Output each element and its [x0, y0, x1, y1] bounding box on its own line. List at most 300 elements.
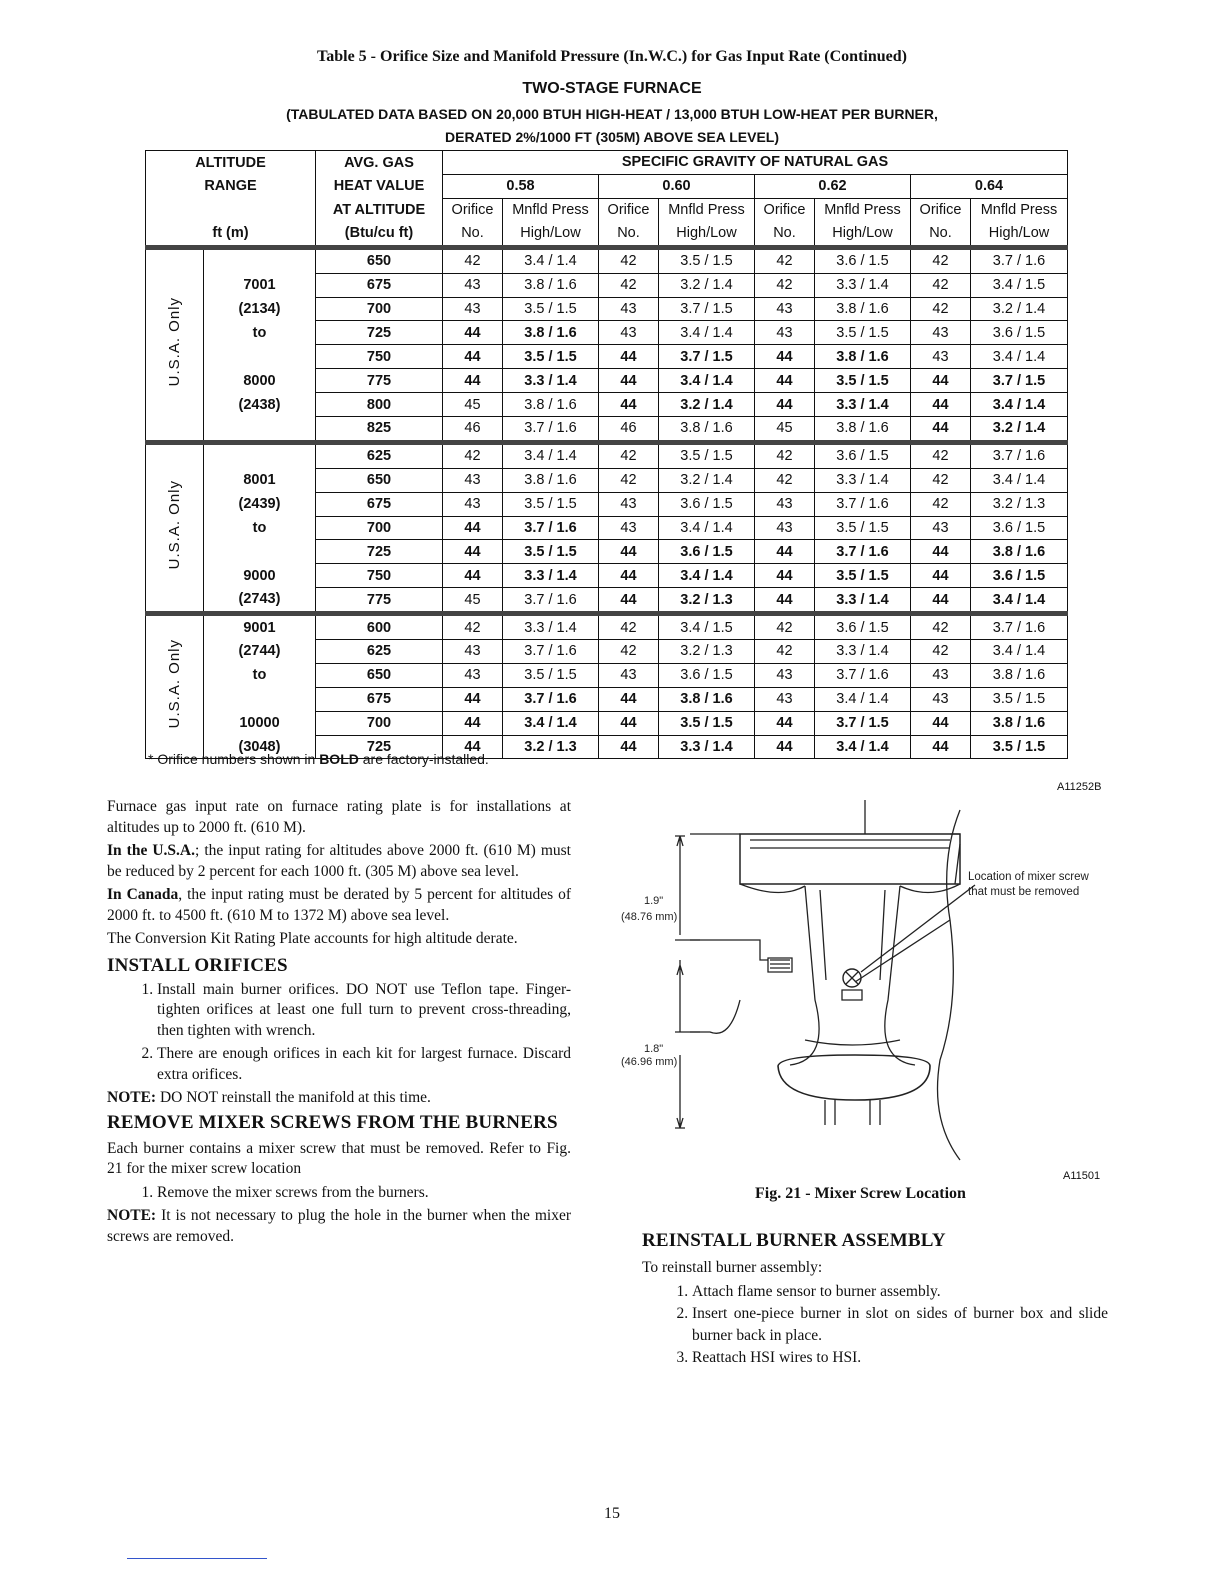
manifold-pressure-cell: 3.2 / 1.3: [659, 588, 755, 614]
table-row: [146, 663, 1068, 687]
altitude-range-cell: (2439): [204, 492, 316, 516]
orifice-cell: 43: [911, 345, 971, 369]
manifold-pressure-cell: 3.3 / 1.4: [815, 393, 911, 417]
manifold-pressure-cell: 3.7 / 1.6: [503, 417, 599, 443]
table-row: [146, 442, 1068, 468]
altitude-range-cell: 8001: [204, 468, 316, 492]
manifold-pressure-cell: 3.3 / 1.4: [503, 564, 599, 588]
manifold-pressure-cell: 3.7 / 1.6: [503, 588, 599, 614]
manifold-pressure-cell: 3.4 / 1.4: [971, 468, 1068, 492]
manifold-pressure-cell: 3.5 / 1.5: [659, 247, 755, 273]
orifice-cell: 42: [443, 442, 503, 468]
orifice-cell: 43: [443, 492, 503, 516]
orifice-header: Orifice: [911, 198, 971, 222]
manifold-pressure-cell: 3.5 / 1.5: [503, 540, 599, 564]
manifold-pressure-cell: 3.7 / 1.6: [503, 516, 599, 540]
altitude-range-cell: (2743): [204, 588, 316, 614]
manifold-pressure-cell: 3.6 / 1.5: [971, 564, 1068, 588]
manifold-pressure-cell: 3.4 / 1.4: [659, 321, 755, 345]
orifice-cell: 42: [911, 614, 971, 640]
figure-code: A11501: [1063, 1170, 1101, 1182]
table-row: [146, 468, 1068, 492]
manifold-pressure-cell: 3.5 / 1.5: [815, 321, 911, 345]
list-item: 2. Insert one-piece burner in slot on sides of burner box and slide burner back in place.: [692, 1303, 1108, 1347]
heat-value-cell: 600: [316, 614, 443, 640]
orifice-cell: 42: [911, 247, 971, 273]
paragraph: In the U.S.A.; the input rating for altitudes above 2000 ft. (610 M) must be reduced by 2 percent for each 1000 ft. (305 M) above sea level.: [107, 842, 571, 880]
manifold-pressure-cell: 3.8 / 1.6: [659, 687, 755, 711]
dimension-label: 1.9": [644, 895, 664, 907]
table-basis-line-2: DERATED 2%/1000 FT (305M) ABOVE SEA LEVEL): [445, 129, 779, 145]
orifice-cell: 44: [443, 345, 503, 369]
manifold-pressure-cell: 3.7 / 1.6: [815, 540, 911, 564]
ft-m-header: ft (m): [146, 222, 316, 248]
orifice-cell: 43: [755, 321, 815, 345]
altitude-range-cell: (2438): [204, 393, 316, 417]
right-column: [642, 1230, 1108, 1369]
manifold-pressure-cell: 3.7 / 1.5: [659, 345, 755, 369]
manifold-pressure-cell: 3.5 / 1.5: [503, 297, 599, 321]
heat-value-cell: 675: [316, 687, 443, 711]
orifice-cell: 44: [599, 540, 659, 564]
manifold-pressure-cell: 3.2 / 1.3: [659, 640, 755, 664]
orifice-header: Orifice: [443, 198, 503, 222]
orifice-cell: 44: [599, 711, 659, 735]
dimension-label: (46.96 mm): [621, 1056, 678, 1068]
no-header: No.: [755, 222, 815, 248]
altitude-range-cell: [204, 442, 316, 468]
orifice-cell: 44: [911, 711, 971, 735]
mnfld-press-header: Mnfld Press: [659, 198, 755, 222]
altitude-range-cell: [204, 417, 316, 443]
list-item: 1. Remove the mixer screws from the burners.: [157, 1183, 571, 1204]
orifice-cell: 44: [443, 321, 503, 345]
altitude-range-cell: 7001: [204, 273, 316, 297]
manifold-pressure-cell: 3.6 / 1.5: [971, 321, 1068, 345]
manifold-pressure-cell: 3.8 / 1.6: [503, 273, 599, 297]
orifice-cell: 44: [911, 417, 971, 443]
orifice-cell: 43: [911, 516, 971, 540]
dimension-label: 1.8": [644, 1043, 664, 1055]
table-row: [146, 247, 1068, 273]
manifold-pressure-cell: 3.3 / 1.4: [503, 614, 599, 640]
orifice-cell: 43: [599, 663, 659, 687]
manifold-pressure-cell: 3.6 / 1.5: [971, 516, 1068, 540]
orifice-cell: 44: [755, 735, 815, 759]
paragraph: The Conversion Kit Rating Plate accounts for high altitude derate.: [107, 930, 518, 947]
orifice-cell: 45: [755, 417, 815, 443]
orifice-cell: 44: [911, 393, 971, 417]
manifold-pressure-cell: 3.4 / 1.4: [659, 369, 755, 393]
manifold-pressure-cell: 3.2 / 1.4: [659, 468, 755, 492]
heat-value-cell: 750: [316, 564, 443, 588]
orifice-header: Orifice: [755, 198, 815, 222]
orifice-cell: 43: [911, 663, 971, 687]
manifold-pressure-cell: 3.7 / 1.6: [971, 247, 1068, 273]
manifold-pressure-cell: 3.4 / 1.4: [971, 345, 1068, 369]
orifice-cell: 44: [443, 516, 503, 540]
table-row: [146, 614, 1068, 640]
table-row: [146, 640, 1068, 664]
altitude-range-cell: (2134): [204, 297, 316, 321]
heat-value-cell: 675: [316, 273, 443, 297]
at-altitude-header: AT ALTITUDE: [316, 198, 443, 222]
manifold-pressure-cell: 3.6 / 1.5: [815, 247, 911, 273]
altitude-range-cell: [204, 687, 316, 711]
gravity-header: 0.64: [911, 174, 1068, 198]
manifold-pressure-cell: 3.8 / 1.6: [971, 711, 1068, 735]
mixer-screw-figure: [621, 800, 1120, 1170]
altitude-range-cell: 9001: [204, 614, 316, 640]
no-header: No.: [911, 222, 971, 248]
orifice-cell: 44: [443, 369, 503, 393]
orifice-cell: 44: [599, 393, 659, 417]
altitude-range-cell: to: [204, 321, 316, 345]
list-item: 1. Install main burner orifices. DO NOT use Teflon tape. Finger-tighten orifices at least one full turn to prevent cross-threading, then tighten with wrench.: [157, 980, 571, 1042]
manifold-pressure-cell: 3.4 / 1.4: [659, 564, 755, 588]
heat-value-cell: 725: [316, 735, 443, 759]
table-basis-line-1: (TABULATED DATA BASED ON 20,000 BTUH HIGH-HEAT / 13,000 BTUH LOW-HEAT PER BURNER,: [286, 106, 938, 122]
orifice-cell: 44: [443, 564, 503, 588]
region-label: U.S.A. Only: [146, 614, 204, 759]
btu-header: (Btu/cu ft): [316, 222, 443, 248]
manifold-pressure-cell: 3.4 / 1.5: [971, 273, 1068, 297]
manifold-pressure-cell: 3.7 / 1.6: [971, 614, 1068, 640]
table-row: [146, 540, 1068, 564]
remove-mixer-screws-heading: REMOVE MIXER SCREWS FROM THE BURNERS: [107, 1111, 558, 1133]
table-code: A11252B: [1057, 781, 1102, 793]
orifice-cell: 44: [599, 345, 659, 369]
table-row: [146, 417, 1068, 443]
note: NOTE: DO NOT reinstall the manifold at this time.: [107, 1089, 431, 1106]
list-item: 2. There are enough orifices in each kit for largest furnace. Discard extra orifices.: [157, 1044, 571, 1085]
manifold-pressure-cell: 3.8 / 1.6: [971, 540, 1068, 564]
table-row: [146, 588, 1068, 614]
manifold-pressure-cell: 3.3 / 1.4: [659, 735, 755, 759]
gravity-header: 0.62: [755, 174, 911, 198]
orifice-cell: 43: [755, 492, 815, 516]
table-row: [146, 321, 1068, 345]
manifold-pressure-cell: 3.2 / 1.4: [659, 273, 755, 297]
orifice-cell: 42: [443, 247, 503, 273]
orifice-cell: 42: [755, 614, 815, 640]
page-number: 15: [604, 1505, 620, 1522]
paragraph: Each burner contains a mixer screw that must be removed. Refer to Fig. 21 for the mixer screw location: [107, 1139, 571, 1177]
orifice-cell: 43: [443, 468, 503, 492]
altitude-range-cell: [204, 247, 316, 273]
table-row: [146, 687, 1068, 711]
left-column: [107, 797, 571, 1247]
orifice-cell: 42: [599, 247, 659, 273]
reinstall-burner-heading: REINSTALL BURNER ASSEMBLY: [642, 1230, 946, 1251]
no-header: No.: [443, 222, 503, 248]
gravity-header: 0.60: [599, 174, 755, 198]
orifice-cell: 42: [911, 640, 971, 664]
orifice-cell: 44: [599, 735, 659, 759]
orifice-cell: 44: [755, 588, 815, 614]
orifice-cell: 44: [755, 564, 815, 588]
manifold-pressure-cell: 3.5 / 1.5: [815, 369, 911, 393]
manifold-pressure-cell: 3.4 / 1.4: [815, 735, 911, 759]
orifice-cell: 44: [599, 564, 659, 588]
table-row: [146, 516, 1068, 540]
table-footnote: * Orifice numbers shown in BOLD are factory-installed.: [148, 751, 489, 767]
manifold-pressure-cell: 3.8 / 1.6: [815, 417, 911, 443]
list-item: 1. Attach flame sensor to burner assembly.: [692, 1281, 1108, 1303]
altitude-range-cell: to: [204, 516, 316, 540]
manifold-pressure-cell: 3.6 / 1.5: [659, 540, 755, 564]
figure-caption: Fig. 21 - Mixer Screw Location: [755, 1185, 966, 1202]
manifold-pressure-cell: 3.8 / 1.6: [815, 345, 911, 369]
dimension-label: (48.76 mm): [621, 911, 678, 923]
orifice-cell: 42: [911, 273, 971, 297]
high-low-header: High/Low: [503, 222, 599, 248]
manifold-pressure-cell: 3.2 / 1.4: [659, 393, 755, 417]
manifold-pressure-cell: 3.8 / 1.6: [971, 663, 1068, 687]
orifice-cell: 42: [599, 442, 659, 468]
remove-steps: [107, 1183, 571, 1204]
table-body: [146, 247, 1068, 759]
footer-rule: [127, 1558, 267, 1559]
manifold-pressure-cell: 3.3 / 1.4: [503, 369, 599, 393]
range-header: RANGE: [146, 174, 316, 198]
reinstall-steps: [642, 1281, 1108, 1369]
manifold-pressure-cell: 3.5 / 1.5: [503, 345, 599, 369]
orifice-cell: 44: [755, 393, 815, 417]
orifice-cell: 44: [911, 735, 971, 759]
mnfld-press-header: Mnfld Press: [815, 198, 911, 222]
manifold-pressure-cell: 3.8 / 1.6: [503, 321, 599, 345]
high-low-header: High/Low: [659, 222, 755, 248]
orifice-cell: 46: [443, 417, 503, 443]
heat-value-cell: 750: [316, 345, 443, 369]
orifice-cell: 44: [599, 687, 659, 711]
orifice-cell: 42: [911, 297, 971, 321]
manifold-pressure-cell: 3.2 / 1.3: [971, 492, 1068, 516]
orifice-cell: 46: [599, 417, 659, 443]
orifice-cell: 42: [755, 442, 815, 468]
manifold-pressure-cell: 3.6 / 1.5: [815, 614, 911, 640]
manifold-pressure-cell: 3.5 / 1.5: [971, 735, 1068, 759]
heat-value-cell: 775: [316, 588, 443, 614]
manifold-pressure-cell: 3.4 / 1.4: [503, 711, 599, 735]
orifice-cell: 42: [911, 492, 971, 516]
manifold-pressure-cell: 3.7 / 1.5: [971, 369, 1068, 393]
heat-value-cell: 650: [316, 663, 443, 687]
note: NOTE: It is not necessary to plug the hole in the burner when the mixer screws are removed.: [107, 1207, 571, 1245]
orifice-cell: 42: [755, 273, 815, 297]
altitude-range-cell: 9000: [204, 564, 316, 588]
orifice-cell: 42: [911, 468, 971, 492]
orifice-cell: 45: [443, 393, 503, 417]
orifice-cell: 42: [443, 614, 503, 640]
orifice-cell: 42: [755, 640, 815, 664]
altitude-range-cell: (3048): [204, 735, 316, 759]
manifold-pressure-cell: 3.8 / 1.6: [503, 468, 599, 492]
region-label: U.S.A. Only: [146, 247, 204, 442]
manifold-pressure-cell: 3.6 / 1.5: [659, 492, 755, 516]
manifold-pressure-cell: 3.4 / 1.5: [659, 614, 755, 640]
orifice-header: Orifice: [599, 198, 659, 222]
manifold-pressure-cell: 3.3 / 1.4: [815, 468, 911, 492]
orifice-cell: 43: [911, 687, 971, 711]
high-low-header: High/Low: [971, 222, 1068, 248]
manifold-pressure-cell: 3.4 / 1.4: [815, 687, 911, 711]
orifice-table: [145, 150, 1068, 759]
paragraph: To reinstall burner assembly:: [642, 1259, 823, 1276]
list-item: 3. Reattach HSI wires to HSI.: [692, 1347, 1108, 1369]
orifice-cell: 44: [443, 711, 503, 735]
table-row: [146, 273, 1068, 297]
paragraph: In Canada, the input rating must be derated by 5 percent for altitudes of 2000 ft. to 4500 ft. (610 M to 1372 M) above sea level.: [107, 886, 571, 924]
orifice-cell: 42: [755, 247, 815, 273]
manifold-pressure-cell: 3.7 / 1.6: [971, 442, 1068, 468]
manifold-pressure-cell: 3.3 / 1.4: [815, 273, 911, 297]
orifice-cell: 44: [911, 369, 971, 393]
orifice-cell: 44: [911, 588, 971, 614]
manifold-pressure-cell: 3.5 / 1.5: [503, 492, 599, 516]
orifice-cell: 42: [599, 468, 659, 492]
orifice-cell: 43: [443, 297, 503, 321]
orifice-cell: 43: [443, 663, 503, 687]
orifice-cell: 43: [755, 516, 815, 540]
table-row: [146, 297, 1068, 321]
heat-value-cell: 675: [316, 492, 443, 516]
orifice-cell: 42: [599, 614, 659, 640]
manifold-pressure-cell: 3.3 / 1.4: [815, 640, 911, 664]
orifice-cell: 44: [443, 687, 503, 711]
no-header: No.: [599, 222, 659, 248]
table-row: [146, 345, 1068, 369]
manifold-pressure-cell: 3.4 / 1.4: [503, 247, 599, 273]
heat-value-cell: 700: [316, 516, 443, 540]
manifold-pressure-cell: 3.8 / 1.6: [503, 393, 599, 417]
orifice-cell: 44: [599, 369, 659, 393]
orifice-cell: 42: [599, 640, 659, 664]
manifold-pressure-cell: 3.3 / 1.4: [815, 588, 911, 614]
orifice-cell: 42: [599, 273, 659, 297]
orifice-cell: 44: [599, 588, 659, 614]
altitude-range-cell: [204, 345, 316, 369]
install-steps: [107, 980, 571, 1086]
manifold-pressure-cell: 3.7 / 1.6: [815, 663, 911, 687]
heat-value-cell: 650: [316, 468, 443, 492]
gravity-header: 0.58: [443, 174, 599, 198]
heat-value-cell: 725: [316, 540, 443, 564]
altitude-range-cell: to: [204, 663, 316, 687]
table-row: [146, 711, 1068, 735]
manifold-pressure-cell: 3.4 / 1.4: [971, 640, 1068, 664]
heat-value-cell: 625: [316, 640, 443, 664]
manifold-pressure-cell: 3.4 / 1.4: [503, 442, 599, 468]
heat-value-cell: 775: [316, 369, 443, 393]
orifice-cell: 43: [755, 687, 815, 711]
altitude-range-cell: 10000: [204, 711, 316, 735]
manifold-pressure-cell: 3.5 / 1.5: [971, 687, 1068, 711]
table-row: [146, 369, 1068, 393]
install-orifices-heading: INSTALL ORIFICES: [107, 954, 288, 976]
orifice-cell: 43: [755, 663, 815, 687]
manifold-pressure-cell: 3.5 / 1.5: [815, 516, 911, 540]
manifold-pressure-cell: 3.2 / 1.4: [971, 417, 1068, 443]
manifold-pressure-cell: 3.2 / 1.3: [503, 735, 599, 759]
heat-value-cell: 725: [316, 321, 443, 345]
manifold-pressure-cell: 3.7 / 1.5: [659, 297, 755, 321]
orifice-cell: 43: [599, 516, 659, 540]
avg-gas-header: AVG. GAS: [316, 151, 443, 175]
manifold-pressure-cell: 3.5 / 1.5: [815, 564, 911, 588]
orifice-cell: 43: [755, 297, 815, 321]
orifice-cell: 43: [443, 640, 503, 664]
orifice-cell: 42: [911, 442, 971, 468]
altitude-range-cell: [204, 540, 316, 564]
manifold-pressure-cell: 3.7 / 1.6: [503, 640, 599, 664]
orifice-cell: 43: [599, 492, 659, 516]
manifold-pressure-cell: 3.7 / 1.6: [503, 687, 599, 711]
manifold-pressure-cell: 3.5 / 1.5: [503, 663, 599, 687]
orifice-cell: 44: [911, 540, 971, 564]
table-row: [146, 393, 1068, 417]
paragraph: Furnace gas input rate on furnace rating plate is for installations at altitudes up to 2000 ft. (610 M).: [107, 798, 571, 836]
manifold-pressure-cell: 3.4 / 1.4: [971, 588, 1068, 614]
manifold-pressure-cell: 3.7 / 1.6: [815, 492, 911, 516]
orifice-cell: 44: [443, 540, 503, 564]
manifold-pressure-cell: 3.8 / 1.6: [815, 297, 911, 321]
manifold-pressure-cell: 3.2 / 1.4: [971, 297, 1068, 321]
orifice-cell: 45: [443, 588, 503, 614]
heat-value-header: HEAT VALUE: [316, 174, 443, 198]
mixer-screw-callout: that must be removed: [968, 886, 1080, 898]
heat-value-cell: 700: [316, 297, 443, 321]
orifice-cell: 44: [443, 735, 503, 759]
heat-value-cell: 625: [316, 442, 443, 468]
heat-value-cell: 700: [316, 711, 443, 735]
heat-value-cell: 800: [316, 393, 443, 417]
heat-value-cell: 825: [316, 417, 443, 443]
orifice-cell: 44: [755, 345, 815, 369]
mixer-screw-callout: Location of mixer screw: [968, 871, 1089, 883]
table-row: [146, 492, 1068, 516]
region-label: U.S.A. Only: [146, 442, 204, 613]
orifice-cell: 43: [911, 321, 971, 345]
orifice-cell: 42: [755, 468, 815, 492]
orifice-cell: 43: [599, 321, 659, 345]
orifice-cell: 44: [755, 540, 815, 564]
altitude-header: ALTITUDE: [146, 151, 316, 175]
manifold-pressure-cell: 3.8 / 1.6: [659, 417, 755, 443]
specific-gravity-header: SPECIFIC GRAVITY OF NATURAL GAS: [443, 151, 1068, 175]
altitude-range-cell: 8000: [204, 369, 316, 393]
table-row: [146, 564, 1068, 588]
orifice-cell: 44: [911, 564, 971, 588]
orifice-cell: 44: [755, 369, 815, 393]
mnfld-press-header: Mnfld Press: [503, 198, 599, 222]
manifold-pressure-cell: 3.5 / 1.5: [659, 711, 755, 735]
orifice-cell: 43: [599, 297, 659, 321]
manifold-pressure-cell: 3.6 / 1.5: [659, 663, 755, 687]
orifice-cell: 44: [755, 711, 815, 735]
altitude-range-cell: (2744): [204, 640, 316, 664]
table-title: Table 5 - Orifice Size and Manifold Pressure (In.W.C.) for Gas Input Rate (Continued): [317, 48, 907, 65]
furnace-type-title: TWO-STAGE FURNACE: [522, 80, 702, 97]
mnfld-press-header: Mnfld Press: [971, 198, 1068, 222]
heat-value-cell: 650: [316, 247, 443, 273]
manifold-pressure-cell: 3.5 / 1.5: [659, 442, 755, 468]
manifold-pressure-cell: 3.7 / 1.5: [815, 711, 911, 735]
orifice-cell: 43: [443, 273, 503, 297]
manifold-pressure-cell: 3.4 / 1.4: [659, 516, 755, 540]
manifold-pressure-cell: 3.4 / 1.4: [971, 393, 1068, 417]
